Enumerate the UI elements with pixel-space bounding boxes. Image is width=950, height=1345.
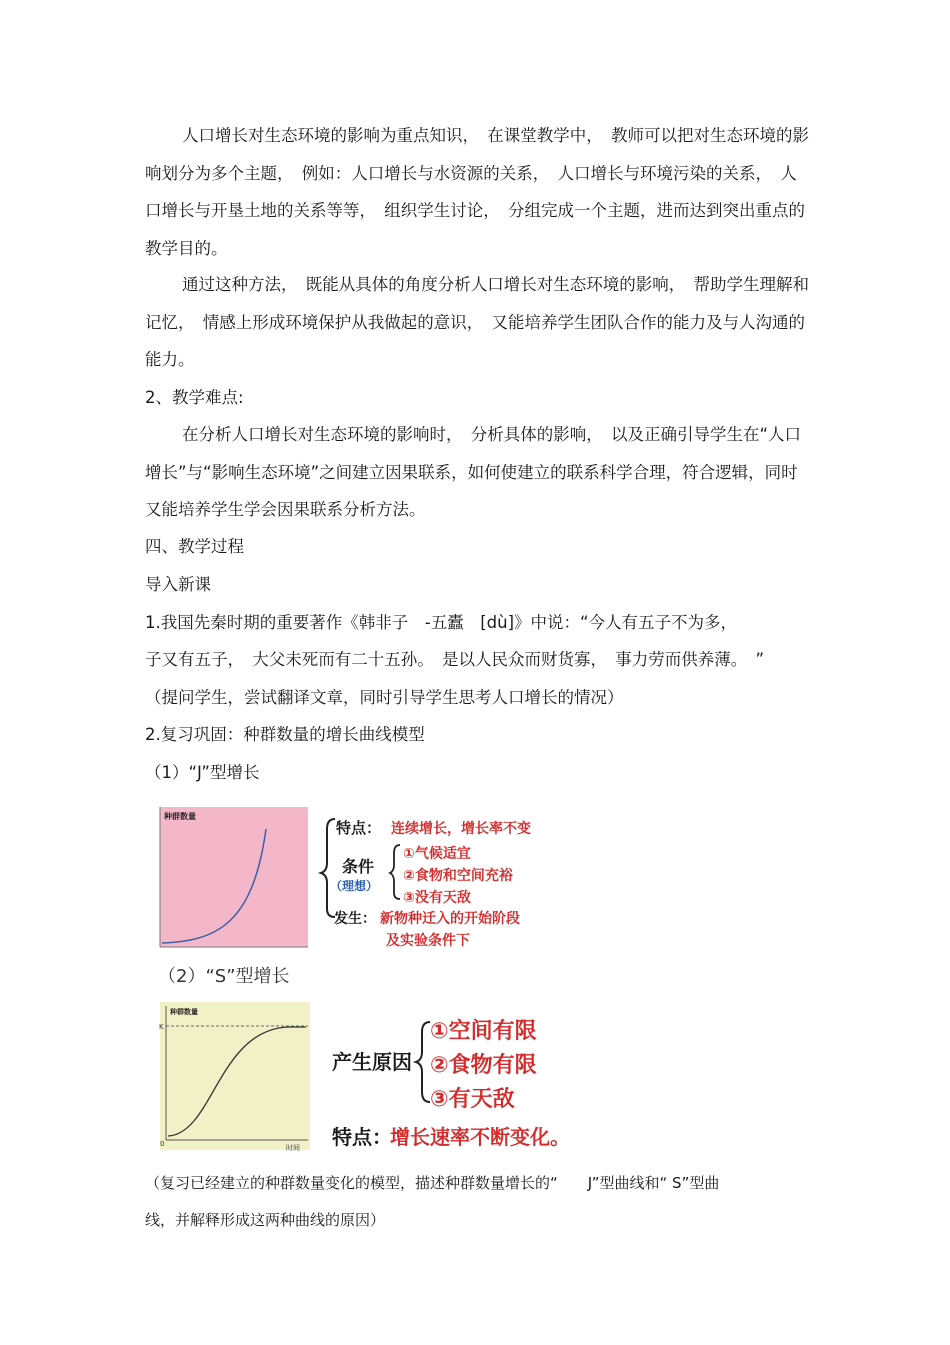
j-condition-3: ③没有天敌 bbox=[403, 890, 471, 906]
s-cause-label: 产生原因 bbox=[332, 1050, 412, 1074]
question-1-line-1: 1.我国先秦时期的重要著作《韩非子 -五蠹 [dù]》中说：“今人有五子不为多， bbox=[145, 613, 738, 632]
j-main-brace bbox=[321, 819, 335, 917]
s-cause-3: ③有天敌 bbox=[430, 1087, 515, 1112]
s-feature-label: 特点： bbox=[332, 1125, 392, 1149]
question-1-line-2: 子又有五子， 大父未死而有二十五孙。 是以人民众而财货寡， 事力劳而供养薄。 ” bbox=[145, 650, 765, 669]
caption-line-1: （复习已经建立的种群数量变化的模型，描述种群数量增长的“ J”型曲线和“ S”型曲 bbox=[145, 1174, 720, 1192]
j-condition-sub: （理想） bbox=[330, 879, 379, 893]
s-curve-figure bbox=[158, 1000, 578, 1155]
question-2: 2.复习巩固：种群数量的增长曲线模型 bbox=[145, 725, 425, 744]
heading-process: 四、教学过程 bbox=[145, 537, 244, 556]
heading-intro: 导入新课 bbox=[145, 575, 211, 594]
j-curve-figure bbox=[158, 805, 588, 955]
s-cause-1: ①空间有限 bbox=[430, 1019, 537, 1044]
j-condition-label: 条件 bbox=[342, 857, 375, 876]
j-condition-brace bbox=[390, 845, 400, 899]
caption-line-2: 线，并解释形成这两种曲线的原因） bbox=[145, 1211, 386, 1229]
s-k-label: K bbox=[159, 1023, 164, 1031]
j-condition-2: ②食物和空间充裕 bbox=[403, 868, 513, 884]
s-cause-brace bbox=[416, 1022, 430, 1102]
s-plot-background bbox=[160, 1002, 310, 1150]
j-occur-line-2: 及实验条件下 bbox=[386, 933, 470, 949]
heading-difficulty: 2、教学难点: bbox=[145, 388, 244, 407]
j-y-label: 种群数量 bbox=[164, 812, 196, 821]
s-figure-title: （2）“S”型增长 bbox=[158, 966, 290, 987]
question-2-sub-1: （1）“J”型增长 bbox=[145, 763, 260, 782]
s-cause-2: ②食物有限 bbox=[430, 1053, 537, 1078]
j-feature-text: 连续增长，增长率不变 bbox=[391, 821, 531, 837]
j-occur-label: 发生： bbox=[334, 911, 376, 927]
s-x-label: 时间 bbox=[286, 1144, 300, 1152]
j-plot-background bbox=[160, 807, 308, 947]
paragraph-key-point: 人口增长对生态环境的影响为重点知识， 在课堂教学中， 教师可以把对生态环境的影响划分为多个主题， 例如：人口增长与水资源的关系， 人口增长与环境污染的关系， 人口增长与开垦土地的关系等等， 组织学生讨论， 分组完成一个主题，进而达到突出重点的教学目的。 bbox=[145, 126, 809, 258]
s-feature-text: 增长速率不断变化。 bbox=[390, 1125, 570, 1149]
paragraph-difficulty: 在分析人口增长对生态环境的影响时， 分析具体的影响， 以及正确引导学生在“人口增长”与“影响生态环境”之间建立因果联系，如何使建立的联系科学合理，符合逻辑，同时又能培养学生学会因果联系分析方法。 bbox=[145, 425, 802, 519]
question-1-line-3: （提问学生，尝试翻译文章，同时引导学生思考人口增长的情况） bbox=[145, 688, 624, 707]
j-condition-1: ①气候适宜 bbox=[403, 846, 471, 862]
j-occur-line-1: 新物种迁入的开始阶段 bbox=[380, 911, 520, 927]
j-feature-label: 特点： bbox=[336, 819, 382, 837]
s-figure-title-wrap bbox=[158, 960, 318, 990]
s-origin-label: 0 bbox=[160, 1140, 165, 1148]
paragraph-method: 通过这种方法， 既能从具体的角度分析人口增长对生态环境的影响， 帮助学生理解和记忆， 情感上形成环境保护从我做起的意识， 又能培养学生团队合作的能力及与人沟通的能力。 bbox=[145, 275, 809, 369]
s-y-label: 种群数量 bbox=[170, 1008, 198, 1016]
